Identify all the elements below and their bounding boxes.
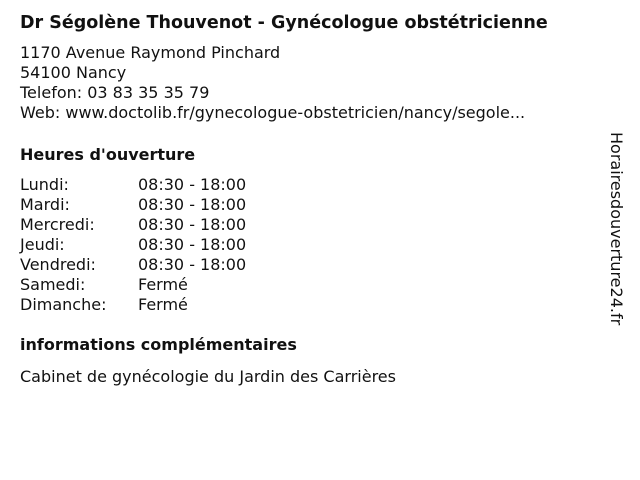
day-label: Vendredi: [20,255,96,274]
city-postal-code: 54100 Nancy [20,63,127,82]
hours-row [20,195,246,215]
street-address: 1170 Avenue Raymond Pinchard [20,43,281,62]
additional-info-text: Cabinet de gynécologie du Jardin des Carrières [20,367,396,386]
hours-row [20,175,246,195]
address-block [20,43,620,123]
hours-row [20,215,246,235]
hours-value: Fermé [138,275,188,294]
hours-value: 08:30 - 18:00 [138,175,247,194]
brand-watermark: Horairesdouverture24.fr [607,132,626,326]
business-card [20,11,620,387]
hours-row [20,255,246,275]
opening-hours-table [20,175,246,315]
opening-hours-heading: Heures d'ouverture [20,145,196,164]
hours-row [20,275,246,295]
day-label: Samedi: [20,275,86,294]
hours-value: Fermé [138,295,188,314]
hours-value: 08:30 - 18:00 [138,235,247,254]
hours-value: 08:30 - 18:00 [138,215,247,234]
day-label: Jeudi: [20,235,65,254]
phone-number: Telefon: 03 83 35 35 79 [20,83,210,102]
day-label: Mardi: [20,195,70,214]
additional-info-heading: informations complémentaires [20,335,297,354]
hours-row [20,235,246,255]
hours-row [20,295,246,315]
website-link[interactable]: Web: www.doctolib.fr/gynecologue-obstetricien/nancy/segole... [20,103,526,122]
hours-value: 08:30 - 18:00 [138,255,247,274]
page-title: Dr Ségolène Thouvenot - Gynécologue obstétricienne [20,13,548,33]
day-label: Lundi: [20,175,69,194]
hours-value: 08:30 - 18:00 [138,195,247,214]
day-label: Mercredi: [20,215,95,234]
day-label: Dimanche: [20,295,107,314]
